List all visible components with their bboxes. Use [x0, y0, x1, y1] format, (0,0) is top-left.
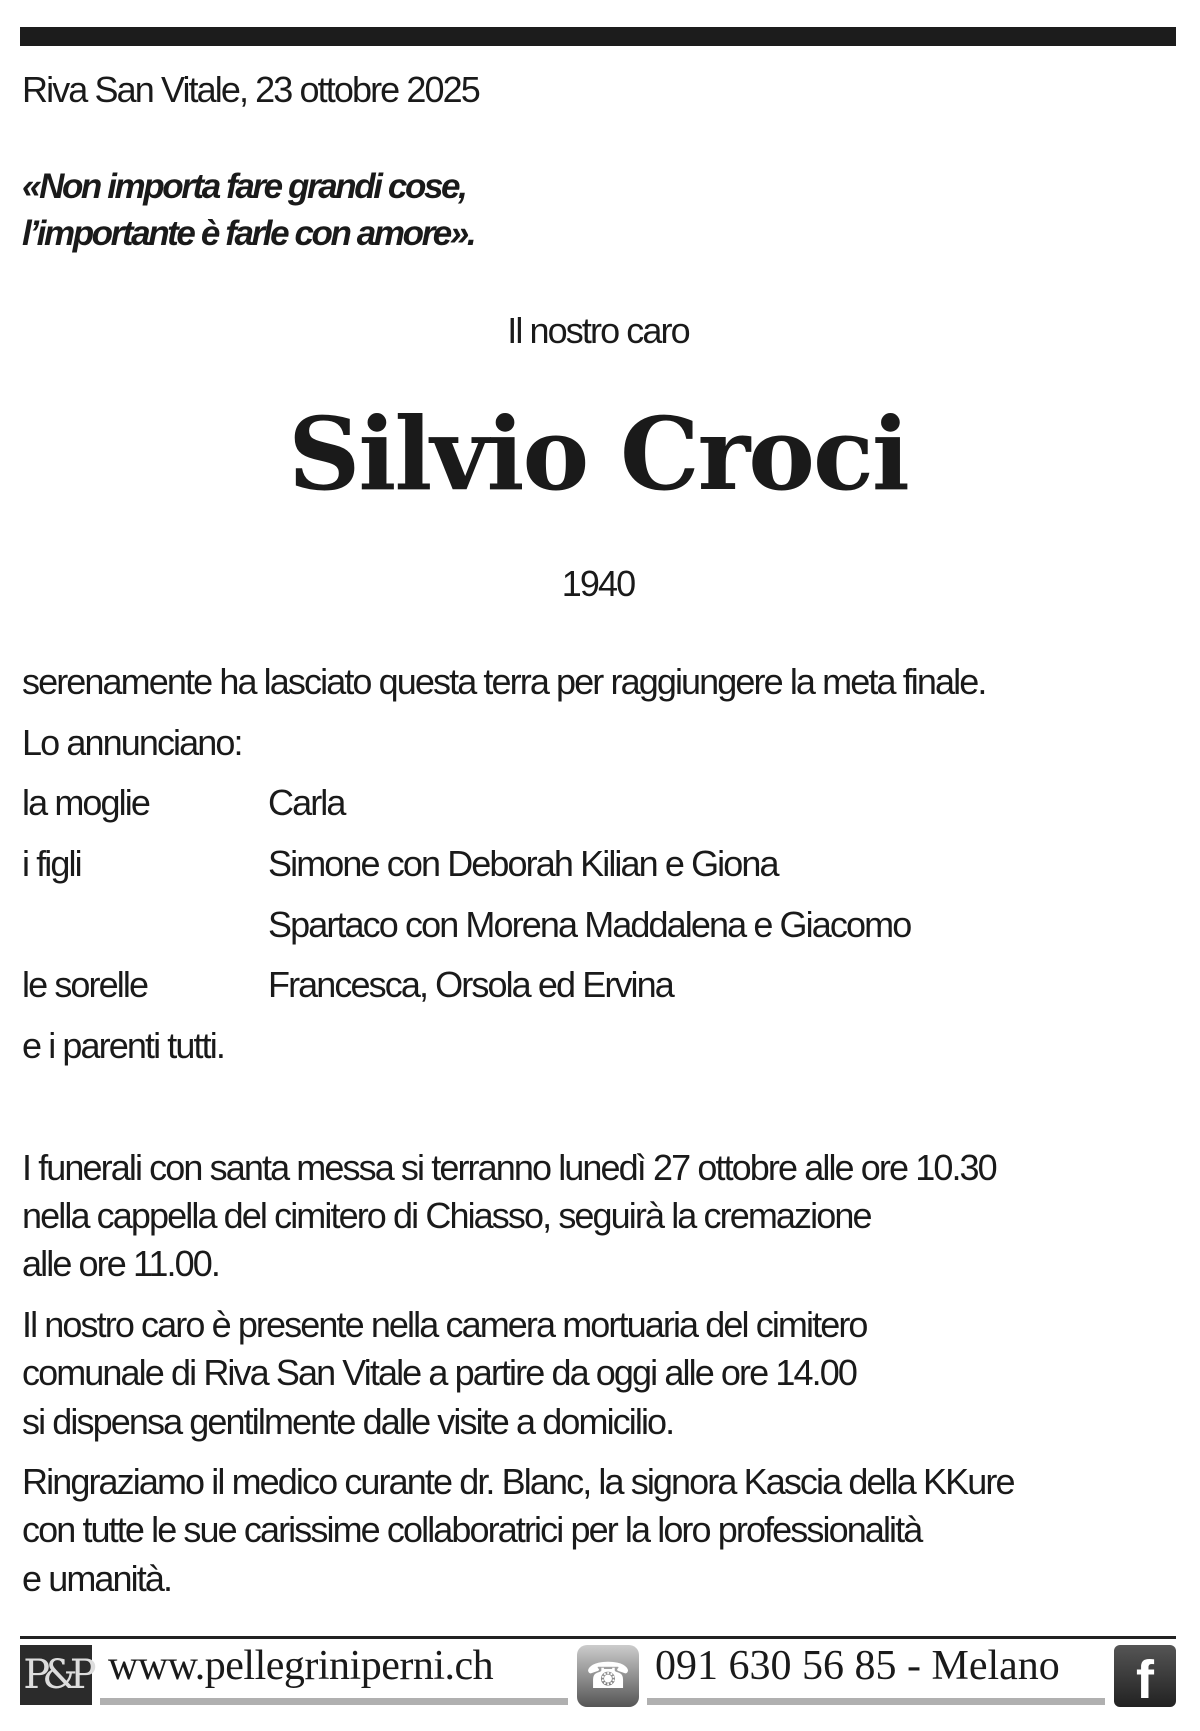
- family-relation: la moglie: [22, 782, 149, 823]
- funeral-home-logo: P&P: [20, 1645, 92, 1705]
- quote-line-1: «Non importa fare grandi cose,: [22, 167, 466, 206]
- family-names: Spartaco con Morena Maddalena e Giacomo: [268, 904, 911, 945]
- thanks-line: con tutte le sue carissime collaboratrici per la loro professionalità: [22, 1509, 922, 1550]
- thanks-line: e umanità.: [22, 1558, 172, 1599]
- facebook-icon[interactable]: f: [1114, 1645, 1176, 1707]
- family-names: Simone con Deborah Kilian e Giona: [268, 843, 778, 884]
- website-link[interactable]: www.pellegriniperni.ch: [108, 1643, 494, 1689]
- family-names: Francesca, Orsola ed Ervina: [268, 964, 673, 1005]
- date-line: Riva San Vitale, 23 ottobre 2025: [22, 69, 479, 110]
- passing-text: serenamente ha lasciato questa terra per raggiungere la meta finale.: [22, 661, 986, 702]
- thanks-line: Ringraziamo il medico curante dr. Blanc, la signora Kascia della KKure: [22, 1461, 1014, 1502]
- website-underline: [100, 1698, 568, 1705]
- intro-text: Il nostro caro: [507, 310, 689, 351]
- relatives-text: e i parenti tutti.: [22, 1025, 224, 1066]
- family-names: Carla: [268, 782, 345, 823]
- viewing-line: comunale di Riva San Vitale a partire da oggi alle ore 14.00: [22, 1352, 856, 1393]
- deceased-name: Silvio Croci: [288, 395, 908, 513]
- viewing-line: si dispensa gentilmente dalle visite a domicilio.: [22, 1401, 674, 1442]
- birth-year: 1940: [561, 563, 635, 604]
- phone-underline: [647, 1698, 1105, 1705]
- top-rule: [20, 27, 1176, 46]
- announced-by: Lo annunciano:: [22, 722, 242, 763]
- quote-line-2: l’importante è farle con amore».: [22, 214, 475, 253]
- phone-number[interactable]: 091 630 56 85 - Melano: [655, 1643, 1060, 1689]
- family-relation: i figli: [22, 843, 81, 884]
- funeral-line: nella cappella del cimitero di Chiasso, seguirà la cremazione: [22, 1195, 871, 1236]
- family-relation: le sorelle: [22, 964, 148, 1005]
- funeral-line: I funerali con santa messa si terranno lunedì 27 ottobre alle ore 10.30: [22, 1147, 996, 1188]
- phone-icon: ☎: [577, 1645, 639, 1707]
- funeral-line: alle ore 11.00.: [22, 1243, 219, 1284]
- viewing-line: Il nostro caro è presente nella camera mortuaria del cimitero: [22, 1304, 867, 1345]
- footer-rule: [20, 1636, 1176, 1639]
